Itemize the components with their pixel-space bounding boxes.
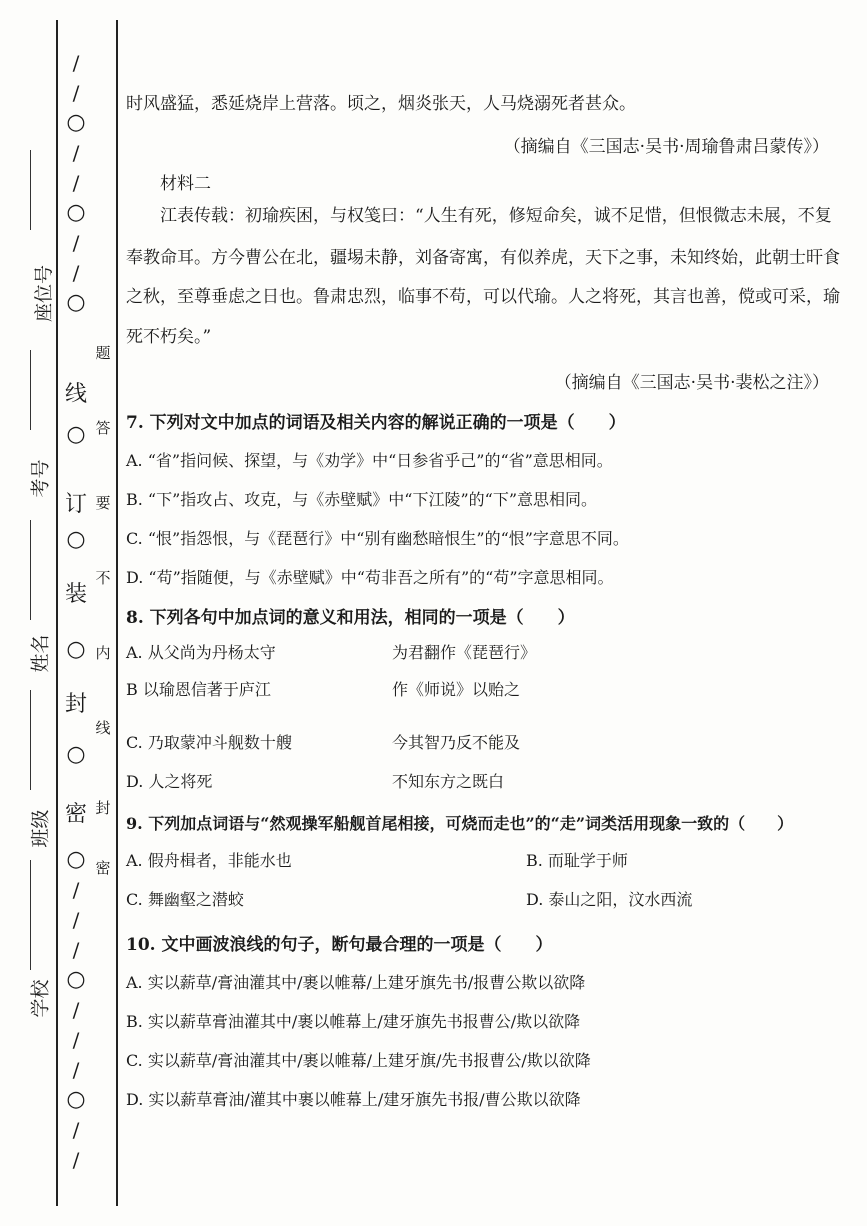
question-9-stem: 9. 下列加点词语与“然观操军船舰首尾相接，可烧而走也”的“走”词类活用现象一致的（ ） <box>126 814 794 833</box>
material1-tail: 时风盛猛，悉延烧岸上营落。顷之，烟炎张天，人马烧溺死者甚众。 <box>126 94 636 114</box>
seal-circle: ○ <box>66 422 86 447</box>
class-line[interactable] <box>30 690 45 790</box>
seal-circle: ○ <box>66 527 86 552</box>
seat-no-line[interactable] <box>30 150 45 230</box>
seat-no-label: 座位号 <box>33 264 56 323</box>
seal-char-mi: 密 <box>64 802 87 827</box>
seal-line-sequence-bottom: ○ / / / ○ / / / ○ / / <box>66 847 86 1172</box>
material2-citation: （摘编自《三国志·吴书·裴松之注》） <box>554 373 829 393</box>
question-8-b-right: 作《师说》以贻之 <box>392 680 521 699</box>
warning-feng: 封 <box>95 799 111 817</box>
exam-no-line[interactable] <box>30 350 45 430</box>
question-7-option-c[interactable]: C. “恨”指怨恨，与《琵琶行》中“别有幽愁暗恨生”的“恨”字意思不同。 <box>126 529 629 548</box>
question-8-d-right: 不知东方之既白 <box>392 772 505 791</box>
seal-char-feng: 封 <box>64 692 87 717</box>
warning-da: 答 <box>95 419 111 437</box>
question-8-d-left[interactable]: D. 人之将死 <box>126 772 213 791</box>
question-7-option-a[interactable]: A. “省”指问候、探望，与《劝学》中“日参省乎己”的“省”意思相同。 <box>126 451 613 470</box>
seal-char-ding: 订 <box>64 492 87 517</box>
question-7-stem: 7. 下列对文中加点的词语及相关内容的解说正确的一项是（ ） <box>126 413 626 433</box>
seal-line-sequence: / / ○ / / ○ / / ○ <box>66 51 86 315</box>
question-9-option-c[interactable]: C. 舞幽壑之潜蛟 <box>126 890 244 909</box>
question-10-option-a[interactable]: A. 实以薪草/膏油灌其中/裹以帷幕/上建牙旗先书/报曹公欺以欲降 <box>126 973 586 992</box>
material1-citation: （摘编自《三国志·吴书·周瑜鲁肃吕蒙传》） <box>503 137 829 157</box>
question-8-b-left[interactable]: B 以瑜恩信著于庐江 <box>126 680 271 699</box>
warning-yao: 要 <box>95 494 111 512</box>
seal-char-zhuang: 装 <box>64 582 87 607</box>
material2-line-4: 死不朽矣。” <box>126 327 212 347</box>
question-9-option-b[interactable]: B. 而耻学于师 <box>526 851 628 870</box>
question-8-a-left[interactable]: A. 从父尚为丹杨太守 <box>126 643 276 662</box>
question-8-a-right: 为君翻作《琵琶行》 <box>392 643 537 662</box>
school-line[interactable] <box>30 860 45 970</box>
question-10-option-d[interactable]: D. 实以薪草膏油/灌其中裹以帷幕上/建牙旗先书报/曹公欺以欲降 <box>126 1090 581 1109</box>
seal-circle: ○ <box>66 637 86 662</box>
name-label: 姓名 <box>29 634 52 673</box>
question-10-option-b[interactable]: B. 实以薪草膏油灌其中/裹以帷幕上/建牙旗先书报曹公/欺以欲降 <box>126 1012 581 1031</box>
seal-circle: ○ <box>66 742 86 767</box>
warning-nei: 内 <box>95 644 111 662</box>
margin-rule-inner <box>116 20 118 1206</box>
exam-no-label: 考号 <box>29 459 52 498</box>
question-9-option-d[interactable]: D. 泰山之阳，汶水西流 <box>526 890 693 909</box>
question-8-stem: 8. 下列各句中加点词的意义和用法，相同的一项是（ ） <box>126 608 575 628</box>
question-8-c-left[interactable]: C. 乃取蒙冲斗舰数十艘 <box>126 733 292 752</box>
name-line[interactable] <box>30 520 45 620</box>
material2-line-1: 江表传载：初瑜疾困，与权笺曰：“人生有死，修短命矣，诚不足惜，但恨微志未展，不复 <box>160 206 832 226</box>
seal-char-xian: 线 <box>64 382 87 407</box>
warning-bu: 不 <box>95 569 111 587</box>
school-label: 学校 <box>29 979 52 1018</box>
warning-mi: 密 <box>95 859 111 877</box>
material2-title: 材料二 <box>160 174 211 194</box>
class-label: 班级 <box>29 809 52 848</box>
question-7-option-d[interactable]: D. “苟”指随便，与《赤壁赋》中“苟非吾之所有”的“苟”字意思相同。 <box>126 568 614 587</box>
warning-ti: 题 <box>95 344 111 362</box>
warning-xian: 线 <box>95 719 111 737</box>
material2-line-3: 之秋，至尊垂虑之日也。鲁肃忠烈，临事不苟，可以代瑜。人之将死，其言也善，傥或可采，瑜 <box>126 287 840 307</box>
question-9-option-a[interactable]: A. 假舟楫者，非能水也 <box>126 851 292 870</box>
question-10-stem: 10. 文中画波浪线的句子，断句最合理的一项是（ ） <box>126 935 553 955</box>
material2-line-2: 奉教命耳。方今曹公在北，疆埸未静，刘备寄寓，有似养虎，天下之事，未知终始，此朝士旰食 <box>126 248 840 268</box>
question-8-c-right: 今其智乃反不能及 <box>392 733 521 752</box>
question-10-option-c[interactable]: C. 实以薪草/膏油灌其中/裹以帷幕/上建牙旗/先书报曹公/欺以欲降 <box>126 1051 591 1070</box>
question-7-option-b[interactable]: B. “下”指攻占、攻克，与《赤壁赋》中“下江陵”的“下”意思相同。 <box>126 490 598 509</box>
